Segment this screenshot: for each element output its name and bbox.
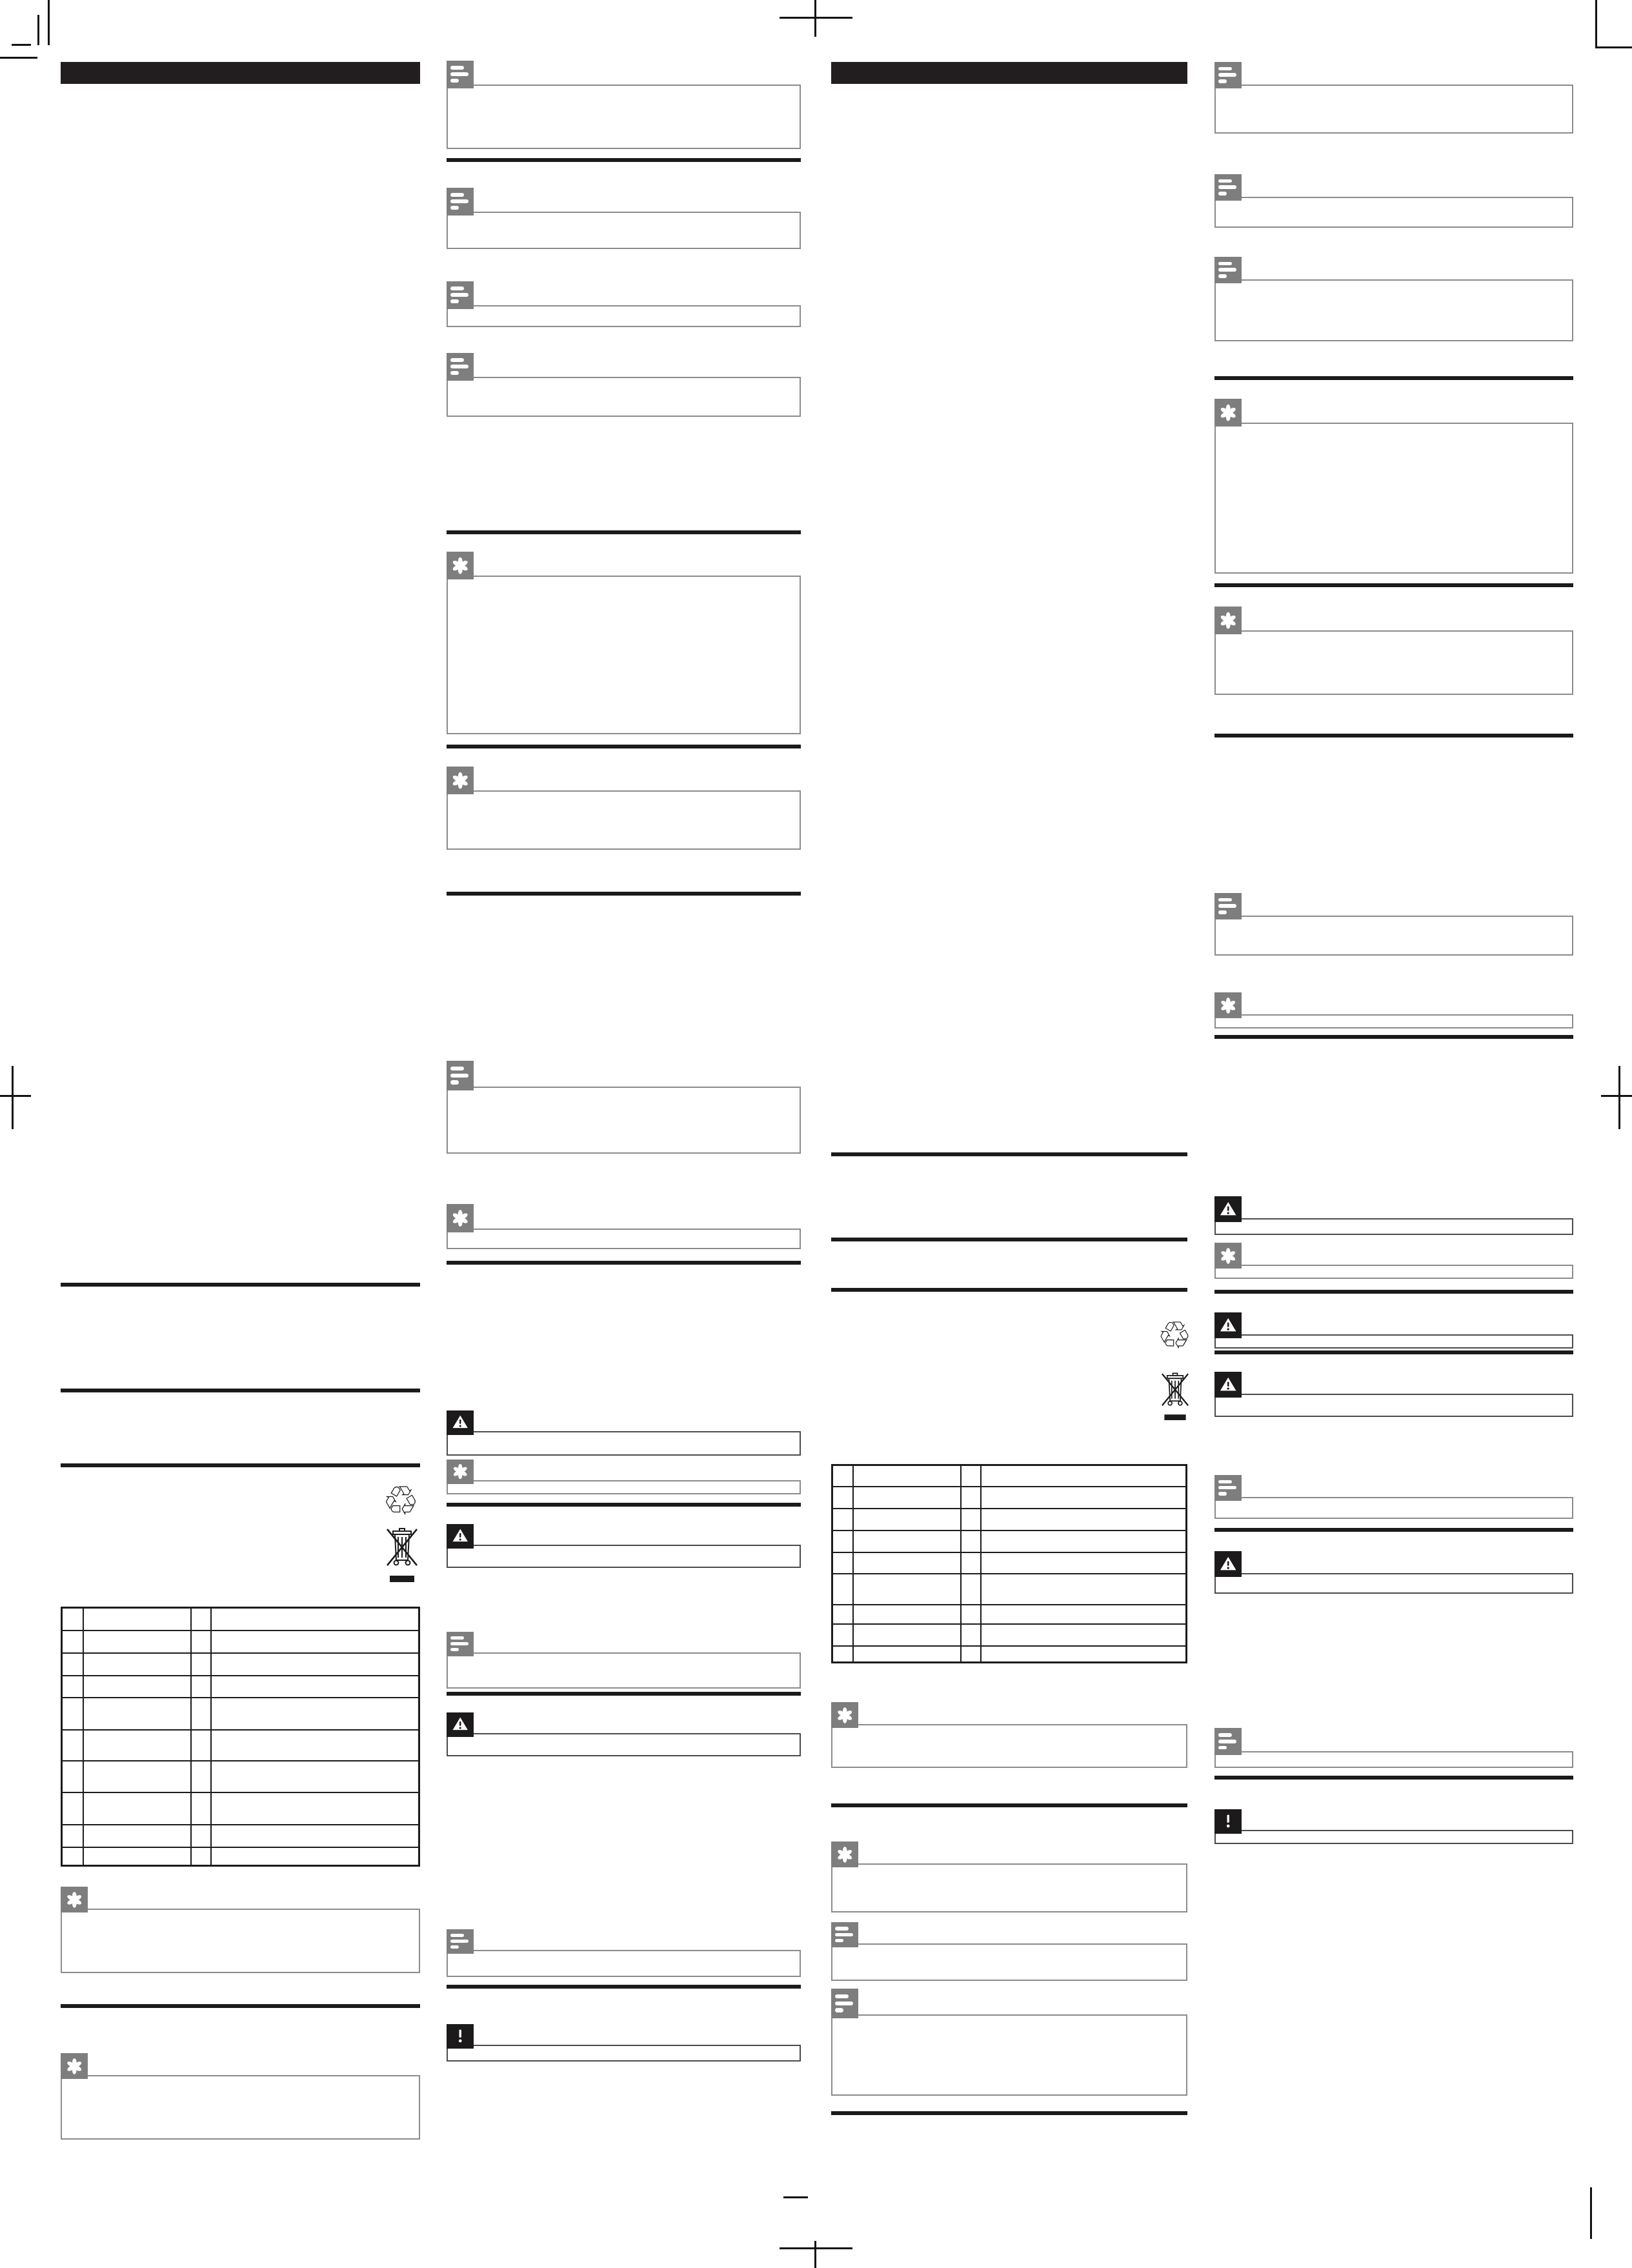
note-icon-lines <box>450 193 469 210</box>
crop-mark-top-right-h <box>1595 46 1632 48</box>
col3-rule-4 <box>831 1803 1187 1807</box>
note-icon-lines <box>1218 179 1237 196</box>
col4-warning-callout-1-box <box>1214 1218 1573 1235</box>
col4-note-callout-4-box <box>1214 916 1573 956</box>
col2-tip-callout-4-box <box>447 1480 801 1494</box>
note-icon-lines <box>835 1994 854 2013</box>
crop-mark-top-left-h2 <box>0 57 37 59</box>
crop-mark-mid-left-h <box>0 1095 31 1097</box>
crop-mark-mid-left-v <box>12 1066 14 1129</box>
col2-warning-callout-3-box <box>447 1733 801 1756</box>
crop-mark-bottom-center-v <box>814 2241 816 2268</box>
col2-note-callout-4 <box>447 353 801 417</box>
note-icon <box>1214 893 1242 919</box>
crop-mark-top-left-v2 <box>37 15 39 45</box>
note-icon-lines <box>1218 262 1237 278</box>
col2-tip-callout-2-box <box>447 790 801 850</box>
col1-table <box>61 1607 420 1867</box>
col4-tip-callout-4 <box>1214 1243 1573 1279</box>
col1-rule-3 <box>61 1463 420 1467</box>
col2-note-callout-4-box <box>447 377 801 417</box>
note-icon <box>1214 62 1242 88</box>
note-icon-lines <box>450 1067 469 1085</box>
col4-rule-6 <box>1214 1350 1573 1354</box>
crop-mark-top-left-h1 <box>12 44 31 46</box>
col3-note-callout-2-box <box>831 2014 1187 2096</box>
note-icon <box>1214 174 1242 201</box>
table-grid-line <box>210 1609 212 1865</box>
col2-tip-callout-3 <box>447 1204 801 1249</box>
crossed-out-wheelie-bin-icon <box>385 1525 419 1587</box>
note-icon <box>447 61 474 88</box>
col4-note-callout-5 <box>1214 1475 1573 1519</box>
table-grid-line <box>833 1645 1185 1647</box>
col2-rule-4 <box>447 892 801 896</box>
note-icon-lines <box>450 66 469 83</box>
warning-triangle-icon <box>447 1410 474 1435</box>
crop-mark-mid-right-h <box>1601 1095 1632 1097</box>
col2-note-callout-7-box <box>447 1950 801 1977</box>
tip-asterisk-icon <box>61 2053 88 2079</box>
table-grid-line <box>833 1552 1185 1553</box>
col2-tip-callout-1 <box>447 552 801 734</box>
table-grid-line <box>190 1609 192 1865</box>
col3-tip-callout-2 <box>831 1841 1187 1912</box>
col4-rule-8 <box>1214 1776 1573 1780</box>
table-grid-line <box>833 1623 1185 1625</box>
note-icon <box>447 281 474 309</box>
col4-tip-callout-4-box <box>1214 1265 1573 1279</box>
table-grid-line <box>63 1652 418 1654</box>
col4-warning-callout-2 <box>1214 1312 1573 1349</box>
col4-warning-callout-3 <box>1214 1372 1573 1417</box>
col2-warning-callout-2 <box>447 1524 801 1568</box>
warning-triangle-icon <box>447 1524 474 1549</box>
col4-warning-callout-3-box <box>1214 1394 1573 1417</box>
col4-tip-callout-1-box <box>1214 423 1573 574</box>
tip-asterisk-icon <box>831 1841 858 1867</box>
crop-mark-bottom-center-h <box>780 2247 852 2249</box>
note-icon <box>447 188 474 216</box>
note-icon-lines <box>450 1934 469 1949</box>
tip-asterisk-icon <box>447 552 474 579</box>
col4-note-callout-3 <box>1214 257 1573 341</box>
col4-note-callout-4 <box>1214 893 1573 956</box>
col2-rule-7 <box>447 1692 801 1696</box>
col1-tip-callout-2-box <box>61 2075 420 2140</box>
col2-note-callout-6-box <box>447 1652 801 1689</box>
table-grid-line <box>833 1573 1185 1574</box>
col4-tip-callout-2-box <box>1214 630 1573 695</box>
crop-mark-top-center-h <box>780 17 852 19</box>
note-icon-lines <box>1218 67 1237 83</box>
col3-rule-1 <box>831 1152 1187 1156</box>
crop-mark-bottom-right-v <box>1590 2187 1592 2239</box>
crossed-out-wheelie-bin-icon <box>1160 1370 1190 1425</box>
col4-rule-4 <box>1214 1035 1573 1039</box>
col4-note-callout-6 <box>1214 1728 1573 1768</box>
note-icon <box>831 1989 858 2018</box>
tip-asterisk-icon <box>1214 607 1242 634</box>
tip-asterisk-icon <box>61 1887 88 1912</box>
note-icon <box>1214 1475 1242 1501</box>
col4-caution-callout-1-box <box>1214 1830 1573 1844</box>
col4-tip-callout-3-box <box>1214 1014 1573 1029</box>
col4-note-callout-5-box <box>1214 1497 1573 1519</box>
exclamation-icon <box>1214 1809 1242 1834</box>
col3-rule-2 <box>831 1238 1187 1241</box>
col3-table <box>831 1464 1187 1663</box>
tip-asterisk-icon <box>1214 399 1242 427</box>
col2-note-callout-1-box <box>447 85 801 149</box>
col4-tip-callout-3 <box>1214 992 1573 1029</box>
recycling-mobius-icon: ♲ <box>382 1477 419 1525</box>
col2-caution-callout-1-box <box>447 2045 801 2062</box>
col4-tip-callout-1 <box>1214 399 1573 574</box>
crop-mark-top-left-v1 <box>48 0 50 45</box>
table-grid-line <box>63 1630 418 1631</box>
col2-note-callout-1 <box>447 61 801 149</box>
note-icon <box>447 1632 474 1656</box>
table-grid-line <box>852 1466 854 1661</box>
col3-note-callout-2 <box>831 1989 1187 2096</box>
col1-header-bar <box>61 62 420 84</box>
col1-rule-4 <box>61 2004 420 2008</box>
col1-tip-callout-1-box <box>61 1909 420 1973</box>
col4-note-callout-2 <box>1214 174 1573 228</box>
table-grid-line <box>63 1824 418 1825</box>
col4-rule-5 <box>1214 1290 1573 1294</box>
col2-caution-callout-1 <box>447 2024 801 2062</box>
note-icon <box>1214 257 1242 283</box>
col4-note-callout-2-box <box>1214 197 1573 228</box>
warning-triangle-icon <box>1214 1312 1242 1338</box>
note-icon-lines <box>1218 898 1237 914</box>
recycling-mobius-icon: ♲ <box>1157 1312 1192 1358</box>
table-grid-line <box>833 1486 1185 1487</box>
table-grid-line <box>63 1760 418 1761</box>
table-grid-line <box>63 1792 418 1793</box>
col2-note-callout-2-box <box>447 212 801 249</box>
note-icon-lines <box>450 1636 469 1652</box>
col2-warning-callout-2-box <box>447 1545 801 1568</box>
col2-rule-3 <box>447 745 801 748</box>
col2-warning-callout-1 <box>447 1410 801 1456</box>
crop-mark-top-right-v <box>1595 0 1597 48</box>
col2-rule-5 <box>447 1261 801 1265</box>
col4-caution-callout-1 <box>1214 1809 1573 1844</box>
col4-rule-2 <box>1214 583 1573 587</box>
col3-note-callout-1 <box>831 1922 1187 1981</box>
table-grid-line <box>63 1847 418 1848</box>
col4-rule-7 <box>1214 1528 1573 1532</box>
col4-rule-3 <box>1214 734 1573 738</box>
table-grid-line <box>63 1675 418 1676</box>
tip-asterisk-icon <box>447 1204 474 1232</box>
col4-warning-callout-2-box <box>1214 1334 1573 1349</box>
col4-warning-callout-1 <box>1214 1196 1573 1235</box>
note-icon <box>1214 1728 1242 1755</box>
note-icon-lines <box>1218 1480 1237 1496</box>
note-icon-lines <box>835 1927 854 1942</box>
warning-triangle-icon <box>1214 1551 1242 1577</box>
col3-tip-callout-1 <box>831 1702 1187 1768</box>
col3-tip-callout-2-box <box>831 1863 1187 1912</box>
col2-note-callout-3-box <box>447 305 801 327</box>
col2-warning-callout-1-box <box>447 1431 801 1456</box>
col2-tip-callout-2 <box>447 767 801 850</box>
col4-note-callout-1 <box>1214 62 1573 134</box>
note-icon-lines <box>450 286 469 304</box>
col4-tip-callout-2 <box>1214 607 1573 695</box>
col2-tip-callout-1-box <box>447 576 801 734</box>
table-grid-line <box>63 1729 418 1731</box>
col3-note-callout-1-box <box>831 1943 1187 1981</box>
note-icon-lines <box>450 358 469 376</box>
warning-triangle-icon <box>1214 1372 1242 1398</box>
crop-mark-bottom-dash <box>783 2196 808 2198</box>
table-grid-line <box>833 1508 1185 1509</box>
col4-note-callout-3-box <box>1214 279 1573 341</box>
col2-rule-6 <box>447 1503 801 1507</box>
col2-note-callout-5 <box>447 1061 801 1154</box>
exclamation-icon <box>447 2024 474 2049</box>
col2-rule-8 <box>447 1985 801 1989</box>
note-icon <box>831 1922 858 1947</box>
tip-asterisk-icon <box>447 1460 474 1484</box>
warning-triangle-icon <box>447 1712 474 1737</box>
table-grid-line <box>63 1697 418 1698</box>
warning-triangle-icon <box>1214 1196 1242 1222</box>
tip-asterisk-icon <box>1214 1243 1242 1269</box>
col1-rule-2 <box>61 1389 420 1392</box>
note-icon-lines <box>1218 1733 1237 1750</box>
col4-note-callout-6-box <box>1214 1751 1573 1768</box>
col2-note-callout-5-box <box>447 1087 801 1154</box>
col2-tip-callout-3-box <box>447 1229 801 1249</box>
col2-tip-callout-4 <box>447 1460 801 1494</box>
col2-rule-1 <box>447 158 801 162</box>
col2-warning-callout-3 <box>447 1712 801 1756</box>
col2-note-callout-7 <box>447 1929 801 1977</box>
col3-rule-5 <box>831 2111 1187 2115</box>
tip-asterisk-icon <box>447 767 474 794</box>
table-grid-line <box>833 1530 1185 1531</box>
table-grid-line <box>833 1604 1185 1605</box>
col2-rule-2 <box>447 530 801 534</box>
note-icon <box>447 1929 474 1954</box>
col3-tip-callout-1-box <box>831 1724 1187 1768</box>
col3-header-bar <box>831 62 1187 84</box>
col1-rule-1 <box>61 1283 420 1287</box>
col2-note-callout-3 <box>447 281 801 327</box>
col3-rule-3 <box>831 1288 1187 1292</box>
col4-rule-1 <box>1214 376 1573 380</box>
table-grid-line <box>980 1466 982 1661</box>
note-icon <box>447 353 474 381</box>
note-icon <box>447 1061 474 1090</box>
col4-warning-callout-4-box <box>1214 1573 1573 1594</box>
col1-tip-callout-1 <box>61 1887 420 1973</box>
table-grid-line <box>960 1466 962 1661</box>
col2-note-callout-6 <box>447 1632 801 1689</box>
col4-note-callout-1-box <box>1214 85 1573 134</box>
tip-asterisk-icon <box>831 1702 858 1728</box>
tip-asterisk-icon <box>1214 992 1242 1018</box>
col2-note-callout-2 <box>447 188 801 249</box>
col4-warning-callout-4 <box>1214 1551 1573 1594</box>
col1-tip-callout-2 <box>61 2053 420 2140</box>
table-grid-line <box>83 1609 84 1865</box>
crop-mark-mid-right-v <box>1618 1066 1620 1129</box>
